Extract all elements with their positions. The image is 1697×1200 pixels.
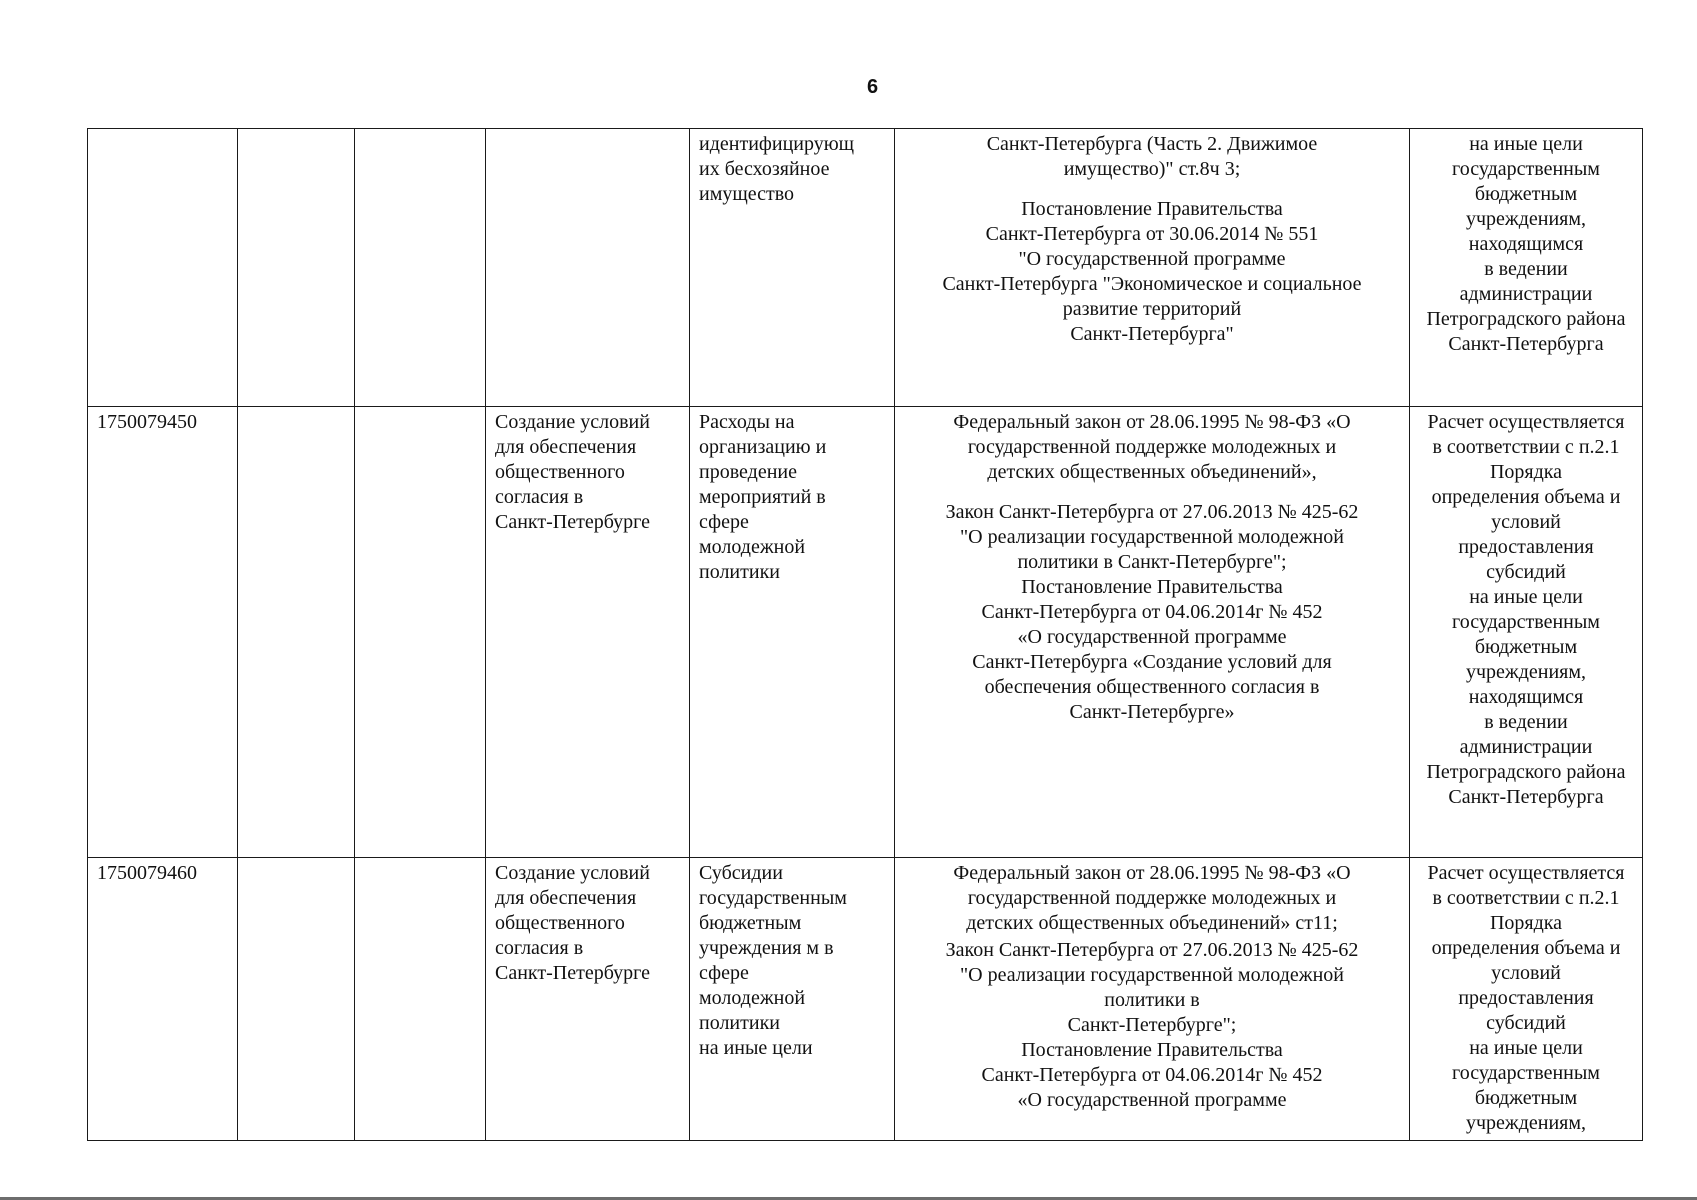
legal-basis-paragraph: Санкт-Петербурга (Часть 2. Движимое имущество)" ст.8ч 3;: [986, 133, 1318, 180]
name-text: Создание условий для обеспечения общественного согласия в Санкт-Петербурге: [495, 862, 650, 984]
calculation-cell: [1410, 407, 1643, 858]
expense-text: Субсидии государственным бюджетным учреждения м в сфере молодежной политики на иные цели: [699, 862, 847, 1059]
expense-cell: [690, 858, 895, 1141]
name-cell: [486, 129, 690, 407]
table-row: [88, 129, 1643, 407]
legal-basis-cell: [895, 407, 1410, 858]
calculation-cell: [1410, 858, 1643, 1141]
calculation-text: на иные цели государственным бюджетным учреждениям, находящимся в ведении администрации Петроградского района Санкт-Петербурга: [1426, 133, 1626, 355]
legal-basis-paragraph: Федеральный закон от 28.06.1995 № 98-ФЗ «О государственной поддержке молодежных и детских общественных объединений»,: [953, 411, 1351, 483]
legal-basis-cell: [895, 858, 1410, 1141]
page-number: 6: [866, 76, 879, 98]
code-cell: [88, 129, 238, 407]
name-cell: [486, 407, 690, 858]
code-cell: [88, 858, 238, 1141]
expense-text: идентифицирующ их бесхозяйное имущество: [699, 133, 855, 205]
code-text: 1750079460: [97, 862, 197, 884]
legal-basis-paragraph: Федеральный закон от 28.06.1995 № 98-ФЗ «О государственной поддержке молодежных и детских общественных объединений» ст11;: [953, 862, 1351, 934]
empty-cell: [355, 407, 486, 858]
budget-table: [87, 128, 1643, 1141]
name-cell: [486, 858, 690, 1141]
empty-cell: [238, 129, 355, 407]
table-row: [88, 407, 1643, 858]
code-cell: [88, 407, 238, 858]
empty-cell: [355, 858, 486, 1141]
legal-basis-paragraph: Постановление Правительства Санкт-Петербурга от 30.06.2014 № 551 "О государственной программе Санкт-Петербурга "Экономическое и социальное развитие территорий Санкт-Петербурга": [942, 198, 1362, 345]
legal-basis-paragraph: Закон Санкт-Петербурга от 27.06.2013 № 425-62 "О реализации государственной молодежной политики в Санкт-Петербурге"; Постановление Правительства Санкт-Петербурга от 04.06.2014г № 452 «О государственной программе: [945, 939, 1359, 1111]
empty-cell: [238, 407, 355, 858]
expense-text: Расходы на организацию и проведение мероприятий в сфере молодежной политики: [699, 411, 827, 583]
empty-cell: [238, 858, 355, 1141]
legal-basis-paragraph: Закон Санкт-Петербурга от 27.06.2013 № 425-62 "О реализации государственной молодежной политики в Санкт-Петербурге"; Постановление Правительства Санкт-Петербурга от 04.06.2014г № 452 «О государственной программе Санкт-Петербурга «Создание условий для обеспечения общественного согласия в Санкт-Петербурге»: [945, 501, 1359, 723]
legal-basis-cell: [895, 129, 1410, 407]
calculation-text: Расчет осуществляется в соответствии с п.2.1 Порядка определения объема и условий предоставления субсидий на иные цели государственным бюджетным учреждениям,: [1427, 862, 1625, 1134]
name-text: Создание условий для обеспечения общественного согласия в Санкт-Петербурге: [495, 411, 650, 533]
code-text: 1750079450: [97, 411, 197, 433]
expense-cell: [690, 407, 895, 858]
calculation-text: Расчет осуществляется в соответствии с п.2.1 Порядка определения объема и условий предоставления субсидий на иные цели государственным бюджетным учреждениям, находящимся в ведении администрации Петроградского района Санкт-Петербурга: [1426, 411, 1626, 808]
calculation-cell: [1410, 129, 1643, 407]
table-row: [88, 858, 1643, 1141]
empty-cell: [355, 129, 486, 407]
expense-cell: [690, 129, 895, 407]
